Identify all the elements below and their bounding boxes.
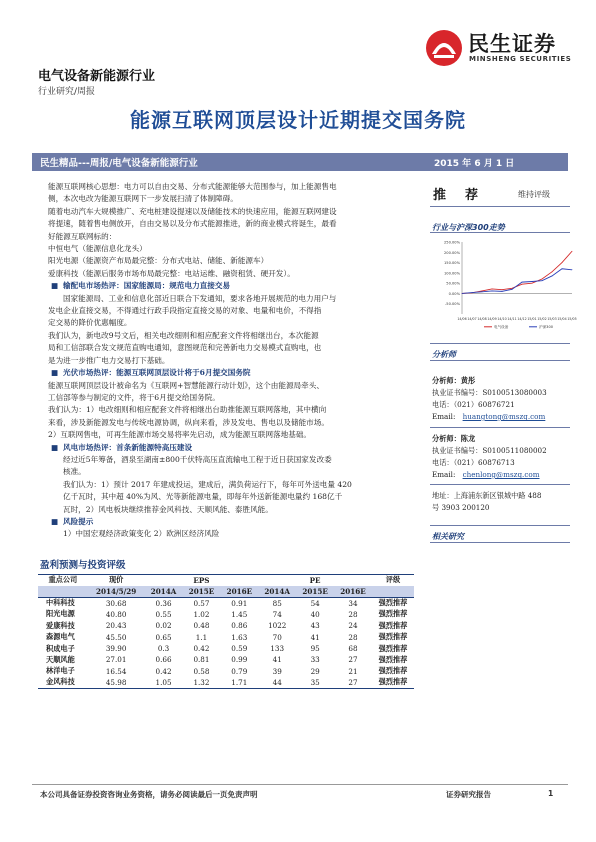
body-line: 好能源互联网标的： — [48, 231, 117, 241]
rating-cell: 强烈推荐 — [372, 677, 414, 688]
x-tick-label: 15/04 — [557, 317, 567, 321]
table-cell: 0.36 — [155, 598, 172, 608]
analyst-cert: 执业证书编号：S0100511080002 — [432, 446, 547, 455]
table-cell: 33 — [310, 655, 320, 665]
body-line: 1）中国宏观经济政策变化 2）欧洲区经济风险 — [63, 529, 220, 539]
series-point — [542, 279, 543, 280]
table-cell: 0.79 — [231, 666, 248, 676]
series-point — [552, 271, 553, 272]
table-cell: 27 — [334, 677, 372, 688]
pick-item: 中恒电气（能源信息化龙头） — [48, 244, 147, 254]
table-row — [38, 620, 414, 631]
table-cell: 45.98 — [88, 677, 145, 688]
sub-header: 2016E — [334, 586, 372, 597]
legend-label: 沪深300 — [539, 325, 554, 329]
table-cell: 1.32 — [183, 677, 221, 688]
col-header: 重点公司 — [38, 575, 88, 586]
table-cell: 0.55 — [155, 609, 172, 619]
body-line: 2）互联网售电，可再生能源市场交易将率先启动，成为能源互联网落地基础。 — [48, 430, 312, 440]
table-cell: 54 — [310, 598, 320, 608]
body-line: 是为进一步推广电力交易打下基础。 — [48, 355, 170, 365]
series-line — [462, 251, 572, 293]
rating-cell: 强烈推荐 — [378, 609, 408, 619]
body-line: 局和工信部联合发文规范直购电通知，意图规范和完善新电力交易模式直购电，也 — [48, 343, 322, 353]
footer-divider — [32, 784, 568, 785]
body-line: 我们认为：1）电改细则和相应配套文件将相继出台助推能源互联网落地，其中横向 — [48, 405, 327, 415]
x-tick-label: 14/08 — [477, 317, 487, 321]
section-heading: ■ 输配电市场热评：国家能源局：规范电力直接交易 — [48, 280, 420, 292]
table-cell: 0.59 — [231, 644, 248, 654]
table-cell: 95 — [310, 644, 320, 654]
table-heading: 盈利预测与投资评级 — [40, 560, 126, 571]
body-line: 定交易的降价优惠幅度。 — [48, 318, 132, 328]
sub-header: 2015E — [183, 586, 221, 597]
analyst-section-title: 分析师 — [432, 350, 456, 359]
y-tick-label: 250.00% — [444, 240, 460, 245]
series-point — [482, 291, 483, 292]
table-cell: 43 — [310, 621, 320, 631]
series-line — [462, 269, 572, 294]
series-point — [572, 269, 573, 270]
y-tick-label: 200.00% — [444, 250, 460, 255]
company-name: 阳光电源 — [46, 609, 75, 619]
table-cell: 35 — [296, 677, 334, 688]
analyst-cert: 执业证书编号：S0100513080003 — [432, 388, 547, 397]
y-tick-label: -50.00% — [445, 302, 460, 307]
table-row — [38, 666, 414, 677]
chart-title: 行业与沪深300走势 — [432, 223, 505, 232]
page-number: 1 — [548, 789, 554, 798]
series-label: 民生精品---周报/电气设备新能源行业 — [40, 158, 198, 169]
table-cell: 0.66 — [155, 655, 172, 665]
analyst-email[interactable]: chenlong@mszq.com — [462, 470, 540, 479]
table-row — [38, 677, 414, 688]
table-cell: 21 — [348, 666, 358, 676]
table-cell: 27 — [348, 655, 358, 665]
body-line: 侧，本次电改为能源互联网下一步发展扫清了体制障碍。 — [48, 194, 238, 204]
y-tick-label: 50.00% — [446, 281, 460, 286]
analyst-card — [432, 375, 582, 423]
table-cell: 27.01 — [105, 655, 127, 665]
divider — [430, 525, 570, 526]
rating-cell: 强烈推荐 — [378, 598, 408, 608]
table-cell: 20.43 — [105, 621, 127, 631]
rating-cell: 强烈推荐 — [378, 654, 408, 664]
table-cell: 1.1 — [195, 632, 208, 642]
pick-item: 阳光电源（能源资产布局最完整：分布式电站、储能、新能源车） — [48, 256, 269, 266]
company-name: 林洋电子 — [46, 666, 75, 676]
analyst-email[interactable]: huangtong@mszq.com — [462, 412, 546, 421]
x-tick-label: 14/09 — [487, 317, 497, 321]
series-point — [532, 281, 533, 282]
series-point — [572, 251, 573, 252]
forecast-table — [38, 574, 414, 689]
y-tick-label: 100.00% — [444, 271, 460, 276]
analyst-email-row: Email: huangtong@mszq.com — [432, 412, 546, 421]
body-line: 将提速，随着售电侧放开，自由交易以及分布式能源推进，新的商业模式将诞生，最看 — [48, 219, 337, 229]
table-cell: 133 — [270, 644, 285, 654]
logo-text-en: MINSHENG SECURITIES — [469, 55, 572, 63]
analyst-name: 分析师：黄彤 — [432, 376, 476, 385]
table-row — [38, 643, 414, 654]
series-point — [492, 291, 493, 292]
section-heading: ■ 光伏市场热评：能源互联网顶层设计将于6月提交国务院 — [48, 367, 420, 379]
x-tick-label: 14/11 — [507, 317, 517, 321]
col-header: 现价 — [88, 575, 145, 586]
col-header: 评级 — [372, 575, 414, 586]
rating-cell: 强烈推荐 — [378, 620, 408, 630]
series-point — [542, 280, 543, 281]
body-line: 能源互联网核心思想：电力可以自由交易、分布式能源能够大范围参与，加上能源售电 — [48, 182, 337, 191]
rating-cell: 强烈推荐 — [378, 643, 408, 653]
y-tick-label: 150.00% — [444, 261, 460, 266]
series-point — [562, 262, 563, 263]
table-cell: 74 — [272, 609, 282, 619]
pick-item: 爱康科技（能源后服务市场布局最完整：电站运维、融资租赁、硬开发）。 — [48, 268, 295, 278]
series-point — [562, 268, 563, 269]
main-body — [48, 181, 420, 541]
table-cell: 16.54 — [105, 666, 127, 676]
series-point — [462, 293, 463, 294]
table-cell: 30.68 — [105, 598, 127, 608]
table-cell: 44 — [258, 677, 296, 688]
series-point — [532, 283, 533, 284]
related-research-title: 相关研究 — [432, 532, 464, 541]
bullet-icon: ■ — [51, 516, 59, 526]
table-cell: 39 — [272, 666, 282, 676]
body-line: 我们认为：1）预计 2017 年建成投运，建成后，满负荷运行下，每年可外送电量 420 — [63, 479, 352, 489]
bullet-icon: ■ — [51, 368, 59, 378]
table-cell: 0.81 — [193, 655, 210, 665]
sub-header: 2014/5/29 — [88, 586, 145, 597]
company-name: 天顺风能 — [46, 654, 75, 664]
sub-header: 2014A — [145, 586, 183, 597]
trend-chart — [432, 236, 578, 332]
x-tick-label: 15/01 — [527, 317, 537, 321]
section-heading: ■ 风电市场热评：首条新能源特高压建设 — [48, 442, 420, 454]
table-cell: 29 — [310, 666, 320, 676]
series-point — [482, 291, 483, 292]
body-line: 核准。 — [63, 467, 86, 477]
legend-label: 电气设备 — [494, 325, 509, 329]
table-row — [38, 631, 414, 642]
company-name: 森源电气 — [46, 632, 75, 642]
table-cell: 0.58 — [193, 666, 210, 676]
company-name: 爱康科技 — [46, 620, 75, 630]
report-label: 证券研究报告 — [446, 790, 491, 799]
divider — [430, 427, 570, 428]
body-line: 发电企业直接交易，不得通过行政手段指定直接交易的对象、电量和电价，不得指 — [48, 306, 322, 316]
body-line: 我们认为，新电改9号文后，相关电改细则和相应配套文件将相继出台，本次能源 — [48, 330, 319, 340]
report-title: 能源互联网顶层设计近期提交国务院 — [130, 108, 466, 132]
series-point — [522, 282, 523, 283]
divider — [430, 360, 570, 361]
company-name: 中科科技 — [46, 598, 75, 608]
divider — [430, 343, 570, 344]
table-cell: 40 — [310, 609, 320, 619]
col-header: EPS — [145, 575, 259, 586]
series-point — [502, 291, 503, 292]
sub-header: 2015E — [296, 586, 334, 597]
table-cell: 0.02 — [155, 621, 172, 631]
table-cell: 68 — [348, 644, 358, 654]
y-tick-label: 0.00% — [448, 291, 460, 296]
address: 地址：上海浦东新区银城中路 488 号 3903 200120 — [432, 491, 542, 512]
disclaimer: 本公司具备证券投资咨询业务资格，请务必阅读最后一页免责声明 — [40, 790, 258, 799]
table-cell: 1.63 — [231, 632, 248, 642]
body-line: 瓦时，2）风电板块继续推荐金风科技、天顺风能、泰胜风能。 — [63, 504, 273, 514]
table-cell: 34 — [348, 598, 358, 608]
sub-header: 2016E — [220, 586, 258, 597]
table-cell: 1.71 — [220, 677, 258, 688]
x-tick-label: 14/07 — [467, 317, 477, 321]
table-row — [38, 654, 414, 665]
table-cell: 40.80 — [105, 609, 127, 619]
series-point — [492, 289, 493, 290]
x-tick-label: 14/06 — [457, 317, 467, 321]
table-row — [38, 597, 414, 608]
table-cell: 1022 — [268, 621, 287, 631]
report-date: 2015 年 6 月 1 日 — [434, 159, 515, 169]
divider — [430, 206, 570, 207]
series-point — [472, 292, 473, 293]
analyst-name: 分析师：陈龙 — [432, 434, 476, 443]
x-tick-label: 15/03 — [547, 317, 557, 321]
table-cell: 1.45 — [231, 609, 248, 619]
table-cell: 0.99 — [231, 655, 248, 665]
body-line: 工信部等参与制定的文件，将于6月提交给国务院。 — [48, 392, 220, 402]
divider — [430, 542, 570, 543]
analyst-card — [432, 433, 582, 481]
analyst-email-row: Email: chenlong@mszq.com — [432, 470, 540, 479]
table-cell: 1.05 — [145, 677, 183, 688]
divider — [430, 484, 570, 485]
rating: 推 荐 — [433, 188, 482, 203]
report-type: 行业研究/周报 — [38, 87, 96, 97]
rating-cell: 强烈推荐 — [378, 666, 408, 676]
table-cell: 39.90 — [105, 644, 127, 654]
table-cell: 41 — [272, 655, 282, 665]
table-cell: 85 — [272, 598, 282, 608]
table-cell: 24 — [348, 621, 358, 631]
x-tick-label: 14/12 — [517, 317, 527, 321]
table-cell: 0.65 — [155, 632, 172, 642]
divider — [430, 232, 570, 233]
table-cell: 0.42 — [193, 644, 210, 654]
minsheng-logo-icon — [424, 28, 464, 68]
table-cell: 41 — [310, 632, 320, 642]
table-cell: 1.02 — [193, 609, 210, 619]
table-cell: 45.50 — [105, 632, 127, 642]
x-tick-label: 15/02 — [537, 317, 547, 321]
table-cell: 28 — [348, 632, 358, 642]
table-row — [38, 609, 414, 620]
table-cell: 0.86 — [231, 621, 248, 631]
body-line: 亿千瓦时，其中超 40%为风、光等新能源电量，即每年外送新能源电量约 168亿千 — [63, 492, 343, 502]
table-cell: 0.3 — [157, 644, 170, 654]
sub-header: 2014A — [258, 586, 296, 597]
rating-cell: 强烈推荐 — [378, 632, 408, 642]
body-line: 经过近5年筹备，酒泉至湖南±800千伏特高压直流输电工程于近日获国家发改委 — [63, 454, 332, 464]
series-point — [502, 289, 503, 290]
analyst-phone: 电话：（021）60876713 — [432, 458, 515, 467]
body-line: 能源互联网顶层设计被命名为《互联网+智慧能源行动计划》，这个由能源局牵头、 — [48, 380, 324, 390]
body-line: 来看，涉及新能源发电与传统电源协调，纵向来看，涉及发电、售电以及储能市场。 — [48, 417, 329, 427]
company-name: 金风科技 — [38, 677, 88, 688]
rating-note: 维持评级 — [518, 190, 550, 199]
series-point — [552, 276, 553, 277]
table-cell: 0.91 — [231, 598, 248, 608]
table-cell: 0.57 — [193, 598, 210, 608]
bullet-icon: ■ — [51, 281, 59, 291]
body-line: 国家能源局、工业和信息化部近日联合下发通知，要求各地开展规范的电力用户与 — [63, 293, 337, 303]
section-heading: ■ 风险提示 — [48, 516, 420, 528]
table-cell: 28 — [348, 609, 358, 619]
x-tick-label: 14/10 — [497, 317, 507, 321]
series-point — [512, 289, 513, 290]
table-cell: 0.42 — [155, 666, 172, 676]
bullet-icon: ■ — [51, 442, 59, 452]
company-name: 积成电子 — [46, 643, 75, 653]
table-cell: 70 — [272, 632, 282, 642]
body-line: 随着电动汽车大规模推广、充电桩建设提速以及储能技术的快速应用，能源互联网建设 — [48, 206, 337, 216]
logo-text: 民生证券 — [468, 32, 556, 56]
x-tick-label: 15/05 — [567, 317, 577, 321]
col-header: PE — [258, 575, 372, 586]
industry-label: 电气设备新能源行业 — [38, 69, 156, 84]
series-point — [522, 284, 523, 285]
analyst-phone: 电话：（021）60876721 — [432, 400, 515, 409]
table-cell: 0.48 — [193, 621, 210, 631]
